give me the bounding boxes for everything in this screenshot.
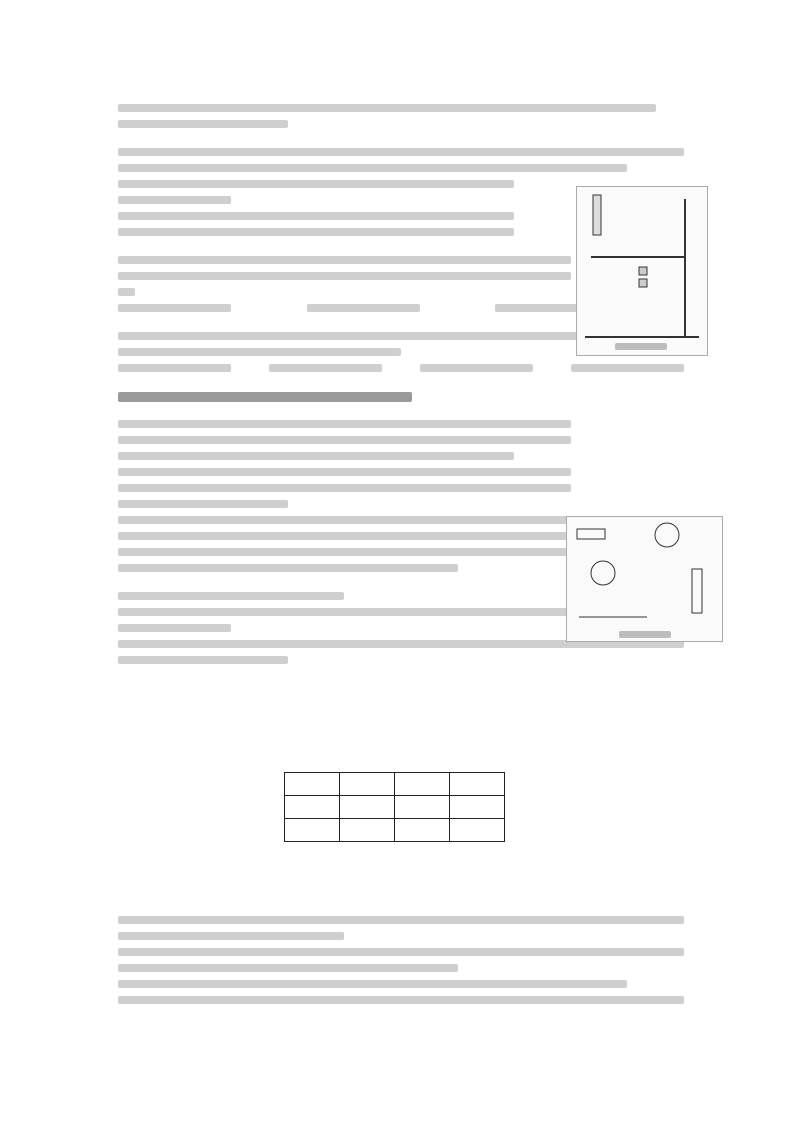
table-row: [285, 796, 505, 819]
table-row: [285, 819, 505, 842]
data-table: [284, 772, 505, 842]
figure-caption-bar: [615, 343, 667, 350]
circuit-diagram-figure: [566, 516, 723, 642]
text-block-options: [118, 104, 684, 128]
lever-apparatus-figure: [576, 186, 708, 356]
rheostat: [692, 569, 702, 613]
table-row: [285, 773, 505, 796]
ammeter-circle: [655, 523, 679, 547]
voltmeter-circle: [591, 561, 615, 585]
resistor: [577, 529, 605, 539]
circuit-drawing: [567, 517, 722, 641]
figure-caption-bar: [619, 631, 671, 638]
section-heading: [118, 392, 412, 402]
lever-apparatus-drawing: [577, 187, 707, 355]
spring-scale: [593, 195, 601, 235]
text-block-q20: [118, 908, 684, 1012]
hook-weight: [639, 267, 647, 275]
hook-weight: [639, 279, 647, 287]
